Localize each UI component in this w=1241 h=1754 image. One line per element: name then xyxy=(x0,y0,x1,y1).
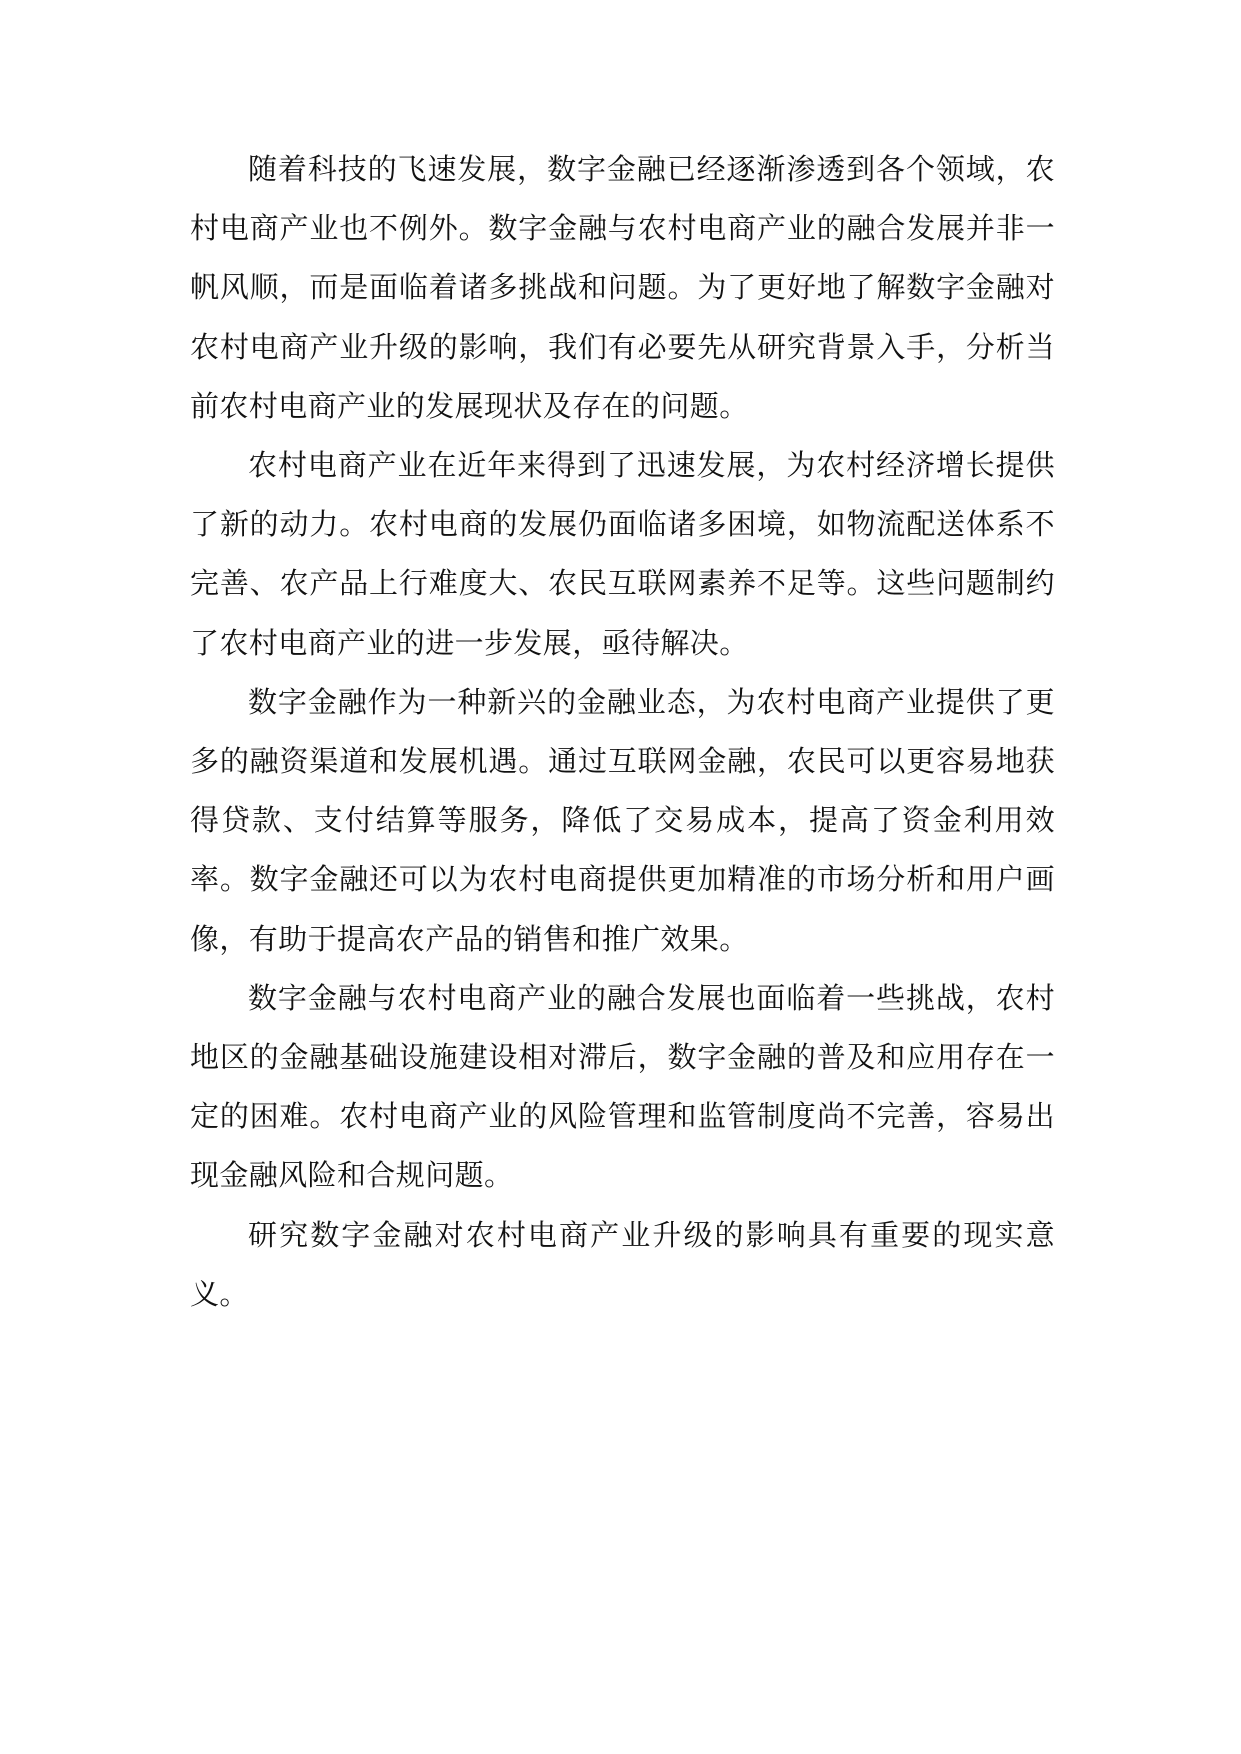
paragraph-integration-challenges: 数字金融与农村电商产业的融合发展也面临着一些挑战，农村地区的金融基础设施建设相对滞后，数字金融的普及和应用存在一定的困难。农村电商产业的风险管理和监管制度尚不完善，容易出现金融风险和合规问题。 xyxy=(190,980,1055,1193)
document-body xyxy=(190,140,1055,1324)
paragraph-rural-ecommerce-status: 农村电商产业在近年来得到了迅速发展，为农村经济增长提供了新的动力。农村电商的发展仍面临诸多困境，如物流配送体系不完善、农产品上行难度大、农民互联网素养不足等。这些问题制约了农村电商产业的进一步发展，亟待解决。 xyxy=(190,448,1055,660)
paragraph-research-background: 随着科技的飞速发展，数字金融已经逐渐渗透到各个领域，农村电商产业也不例外。数字金融与农村电商产业的融合发展并非一帆风顺，而是面临着诸多挑战和问题。为了更好地了解数字金融对农村电商产业升级的影响，我们有必要先从研究背景入手，分析当前农村电商产业的发展现状及存在的问题。 xyxy=(190,152,1055,423)
paragraph-research-significance: 研究数字金融对农村电商产业升级的影响具有重要的现实意义。 xyxy=(190,1217,1055,1311)
paragraph-digital-finance-opportunities: 数字金融作为一种新兴的金融业态，为农村电商产业提供了更多的融资渠道和发展机遇。通过互联网金融，农民可以更容易地获得贷款、支付结算等服务，降低了交易成本，提高了资金利用效率。数字金融还可以为农村电商提供更加精准的市场分析和用户画像，有助于提高农产品的销售和推广效果。 xyxy=(190,684,1055,956)
